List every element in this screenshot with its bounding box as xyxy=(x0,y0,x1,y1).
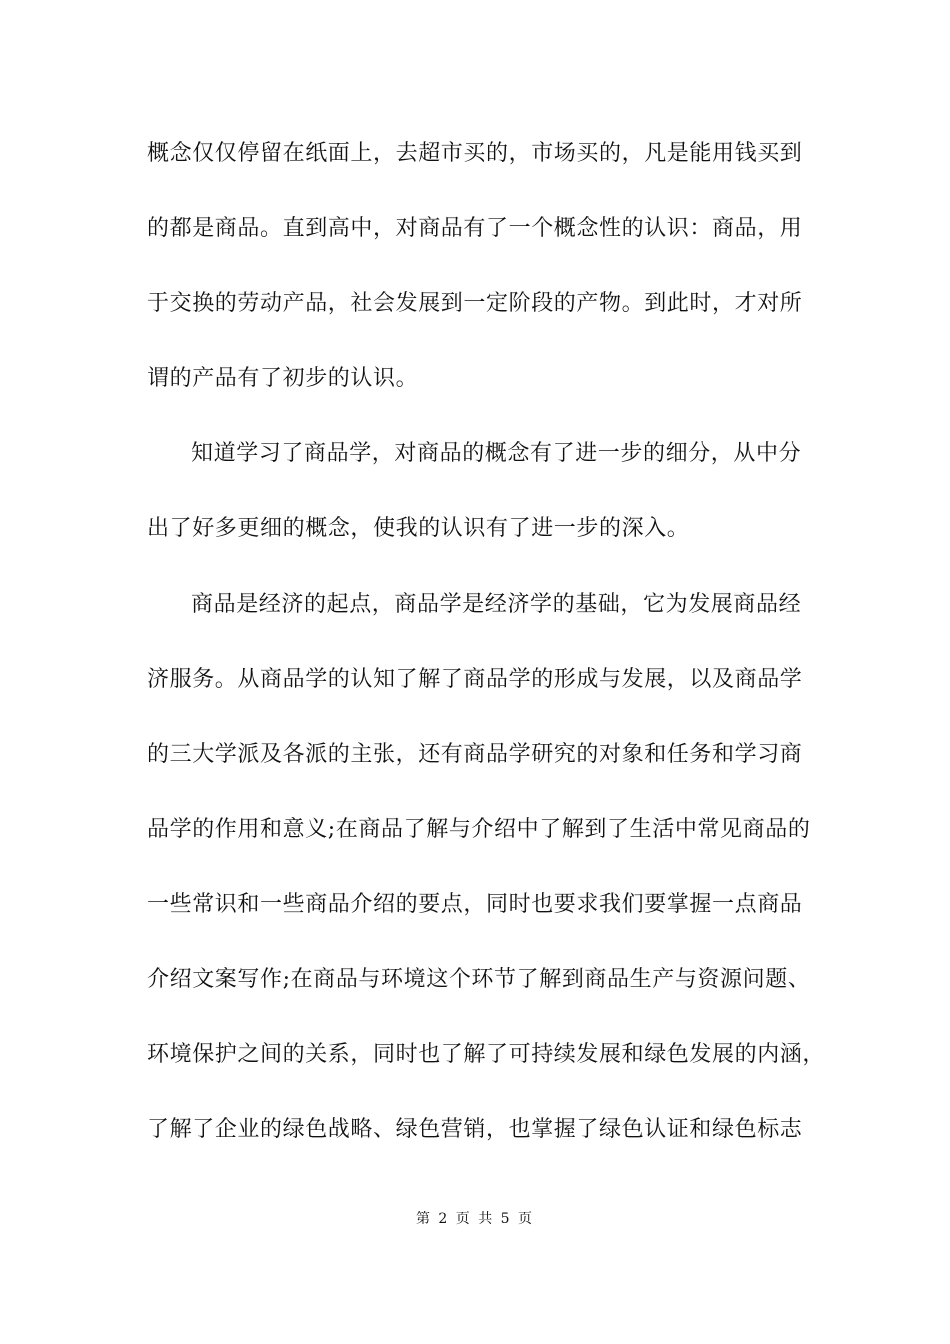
paragraph-start-line: 商品是经济的起点，商品学是经济学的基础，它为发展商品经 xyxy=(191,591,802,617)
text-line: 了解了企业的绿色战略、绿色营销，也掌握了绿色认证和绿色标志 xyxy=(147,1117,803,1143)
text-line: 概念仅仅停留在纸面上，去超市买的，市场买的，凡是能用钱买到 xyxy=(147,141,803,166)
text-line: 的三大学派及各派的主张，还有商品学研究的对象和任务和学习商 xyxy=(147,741,803,767)
page-footer xyxy=(0,1208,950,1228)
page-number: 第 2 页 共 5 页 xyxy=(415,1211,535,1227)
text-line: 的都是商品。直到高中，对商品有了一个概念性的认识：商品，用 xyxy=(147,216,803,242)
text-line: 谓的产品有了初步的认识。 xyxy=(147,366,419,392)
text-line: 介绍文案写作;在商品与环境这个环节了解到商品生产与资源问题、 xyxy=(147,967,811,993)
text-line: 济服务。从商品学的认知了解了商品学的形成与发展，以及商品学 xyxy=(147,666,803,692)
text-line: 一些常识和一些商品介绍的要点，同时也要求我们要掌握一点商品 xyxy=(147,891,803,917)
text-line: 环境保护之间的关系，同时也了解了可持续发展和绿色发展的内涵， xyxy=(147,1042,826,1068)
text-line: 出了好多更细的概念，使我的认识有了进一步的深入。 xyxy=(147,516,690,542)
text-line: 于交换的劳动产品，社会发展到一定阶段的产物。到此时，才对所 xyxy=(147,291,803,317)
body-text xyxy=(147,132,827,1183)
paragraph-start-line: 知道学习了商品学，对商品的概念有了进一步的细分，从中分 xyxy=(191,441,802,467)
text-line: 品学的作用和意义;在商品了解与介绍中了解到了生活中常见商品的 xyxy=(147,816,811,842)
